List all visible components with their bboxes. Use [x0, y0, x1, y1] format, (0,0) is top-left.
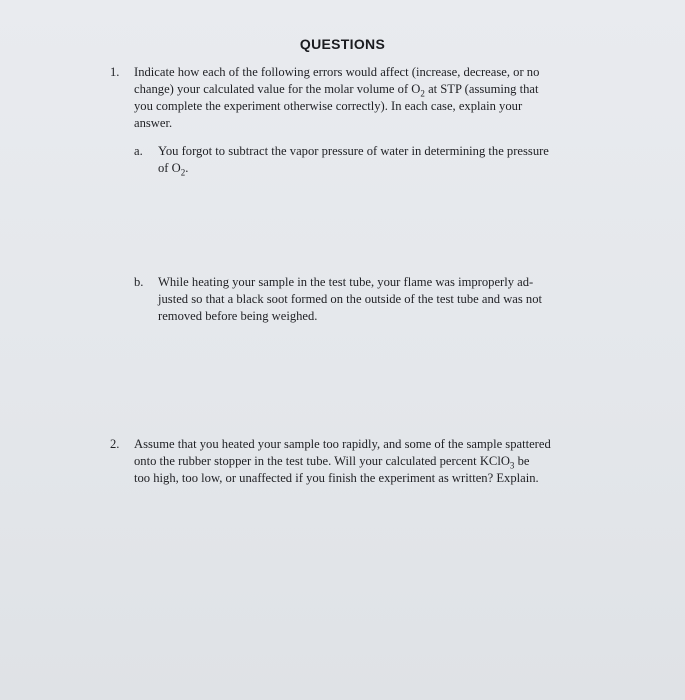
question-2-line-3: too high, too low, or unaffected if you finish the experiment as written? Explain.: [134, 471, 539, 485]
question-1-line-1: Indicate how each of the following errors would affect (increase, decrease, or no: [134, 65, 540, 79]
subscript-2: 2: [420, 88, 425, 99]
part-a-letter: a.: [134, 144, 143, 158]
question-2-number: 2.: [110, 437, 120, 451]
question-1-part-b: [134, 274, 564, 329]
part-a-line-2: of O: [158, 161, 181, 175]
question-1-part-a: [134, 143, 554, 183]
question-1-line-2b: at STP (assuming that: [428, 82, 539, 96]
part-a-text: [158, 143, 554, 177]
part-b-line-1: While heating your sample in the test tube, your flame was improperly ad-: [158, 275, 534, 289]
question-1-text: [134, 64, 560, 132]
part-b-letter: b.: [134, 275, 144, 289]
part-a-line-1: You forgot to subtract the vapor pressure of water in determining the pressure: [158, 144, 549, 158]
question-1: [110, 64, 560, 134]
question-2: [110, 436, 580, 496]
part-b-line-3: removed before being weighed.: [158, 309, 318, 323]
part-b-line-2: justed so that a black soot formed on the outside of the test tube and was not: [158, 292, 543, 306]
question-1-line-3: you complete the experiment otherwise correctly). In each case, explain your: [134, 99, 523, 113]
subscript-3: 3: [509, 460, 515, 471]
question-1-line-2a: change) your calculated value for the molar volume of O: [134, 82, 421, 96]
part-a-period: .: [185, 161, 189, 175]
question-1-number: 1.: [110, 65, 120, 79]
part-b-text: [158, 274, 564, 325]
question-2-line-2-end: be: [514, 454, 530, 468]
question-2-line-2: onto the rubber stopper in the test tube. Will your calculated percent KClO: [134, 454, 510, 468]
question-2-line-1: Assume that you heated your sample too rapidly, and some of the sample spattered: [134, 437, 551, 451]
page-title: QUESTIONS: [299, 36, 386, 52]
question-1-line-4: answer.: [134, 116, 173, 130]
subscript-2: 2: [180, 167, 186, 178]
question-2-text: [134, 436, 580, 487]
